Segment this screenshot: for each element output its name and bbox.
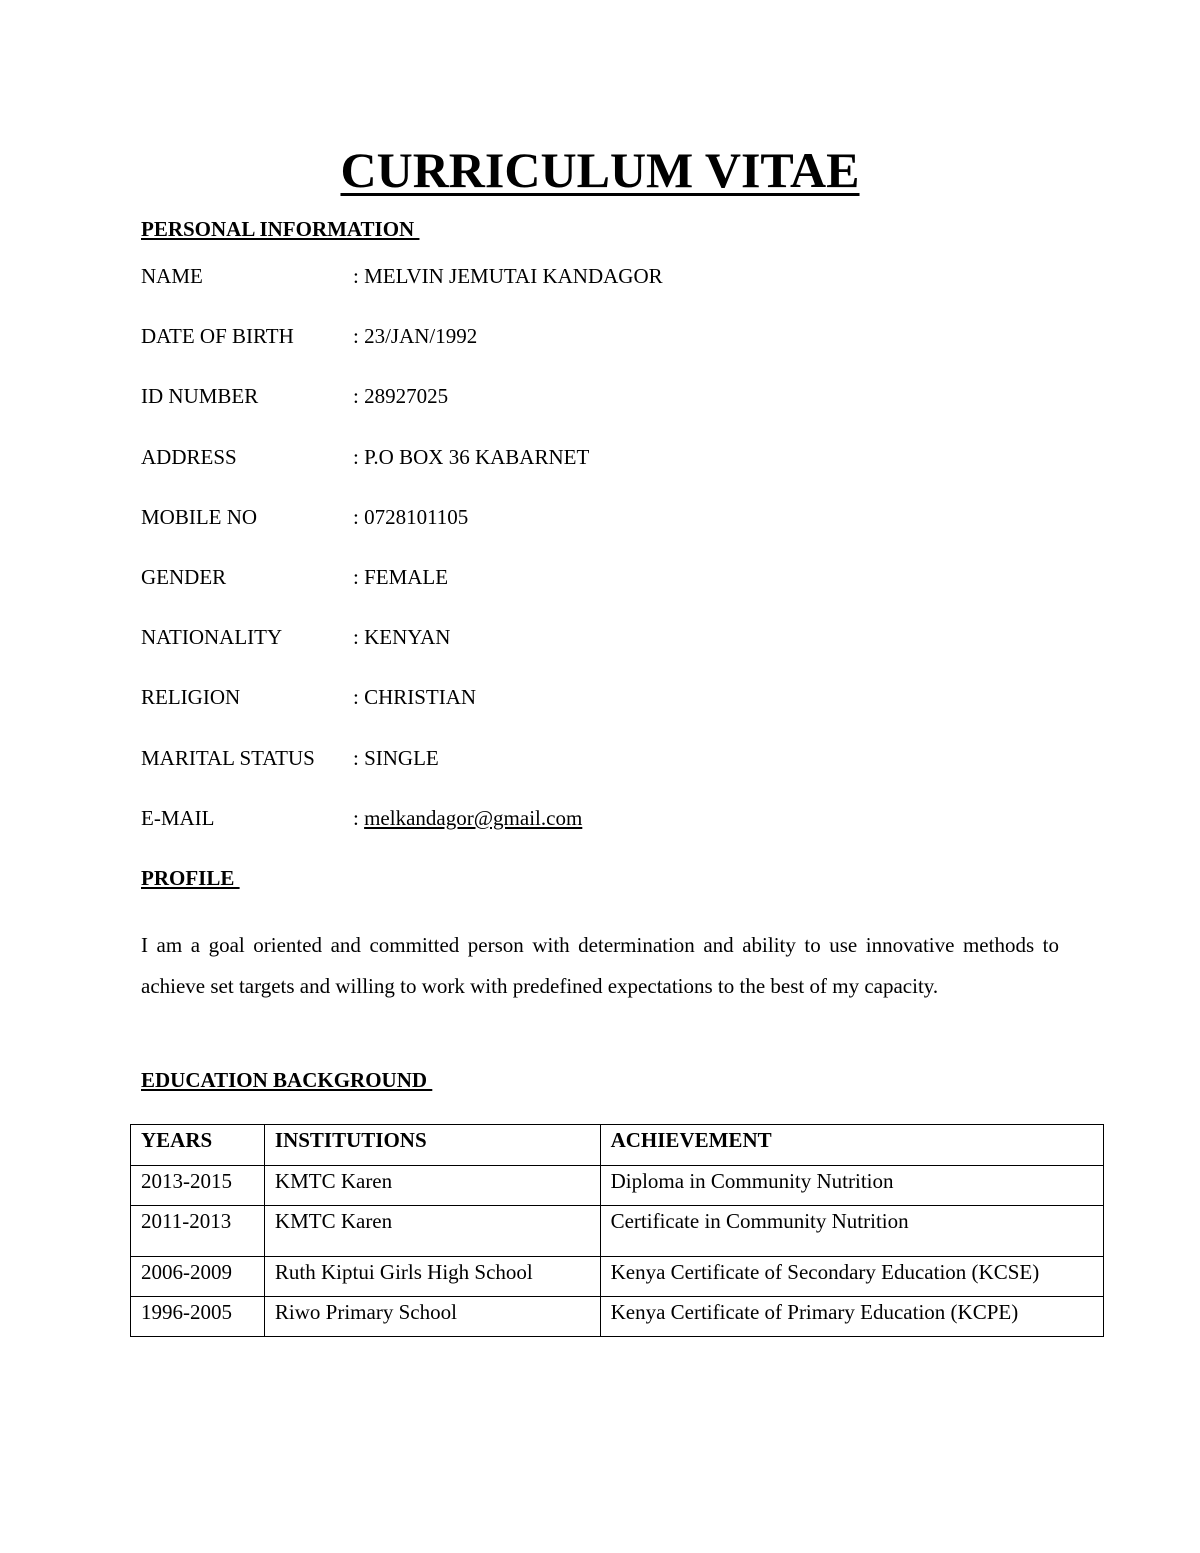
table-cell: Riwo Primary School xyxy=(264,1297,600,1337)
table-cell: Ruth Kiptui Girls High School xyxy=(264,1257,600,1297)
info-value: : 28927025 xyxy=(353,384,449,408)
table-cell: KMTC Karen xyxy=(264,1166,600,1206)
info-label: ADDRESS xyxy=(141,445,237,469)
info-label: DATE OF BIRTH xyxy=(141,324,294,348)
profile-heading: PROFILE xyxy=(141,866,240,890)
table-cell: 2013-2015 xyxy=(131,1166,265,1206)
table-row xyxy=(131,1297,1104,1337)
info-label: RELIGION xyxy=(141,685,241,709)
table-header-row xyxy=(131,1125,1104,1166)
table-row xyxy=(131,1257,1104,1297)
email-link[interactable]: melkandagor@gmail.com xyxy=(364,806,583,830)
education-table xyxy=(130,1124,1104,1337)
info-label: NAME xyxy=(141,264,203,288)
info-value: : FEMALE xyxy=(353,565,449,589)
info-label: ID NUMBER xyxy=(141,384,259,408)
info-label: E-MAIL xyxy=(141,806,215,830)
table-row xyxy=(131,1166,1104,1206)
column-header-achievement: ACHIEVEMENT xyxy=(600,1125,1103,1166)
table-cell: KMTC Karen xyxy=(264,1206,600,1257)
column-header-institutions: INSTITUTIONS xyxy=(264,1125,600,1166)
table-cell: 2011-2013 xyxy=(131,1206,265,1257)
info-value: : 23/JAN/1992 xyxy=(353,324,478,348)
table-cell: Kenya Certificate of Primary Education (KCPE) xyxy=(600,1297,1103,1337)
table-cell: 1996-2005 xyxy=(131,1297,265,1337)
email-prefix: : xyxy=(353,806,365,830)
table-cell: Certificate in Community Nutrition xyxy=(600,1206,1103,1257)
education-heading: EDUCATION BACKGROUND xyxy=(141,1068,433,1092)
info-value: : CHRISTIAN xyxy=(353,685,477,709)
profile-text: I am a goal oriented and committed person with determination and ability to use innovative methods to achieve set targets and willing to work with predefined expectations to the best of my capacity. xyxy=(141,933,1059,998)
table-row xyxy=(131,1206,1104,1257)
info-label: GENDER xyxy=(141,565,227,589)
info-value: : MELVIN JEMUTAI KANDAGOR xyxy=(353,264,663,288)
info-value: : KENYAN xyxy=(353,625,451,649)
info-label: MARITAL STATUS xyxy=(141,746,315,770)
document-title: CURRICULUM VITAE xyxy=(340,142,860,198)
info-value: : 0728101105 xyxy=(353,505,469,529)
personal-information-heading: PERSONAL INFORMATION xyxy=(141,217,420,241)
table-cell: Kenya Certificate of Secondary Education (KCSE) xyxy=(600,1257,1103,1297)
info-value: : P.O BOX 36 KABARNET xyxy=(353,445,590,469)
info-label: NATIONALITY xyxy=(141,625,283,649)
info-label: MOBILE NO xyxy=(141,505,258,529)
info-value: : SINGLE xyxy=(353,746,439,770)
column-header-years: YEARS xyxy=(131,1125,265,1166)
table-cell: Diploma in Community Nutrition xyxy=(600,1166,1103,1206)
info-value xyxy=(353,805,582,831)
table-cell: 2006-2009 xyxy=(131,1257,265,1297)
